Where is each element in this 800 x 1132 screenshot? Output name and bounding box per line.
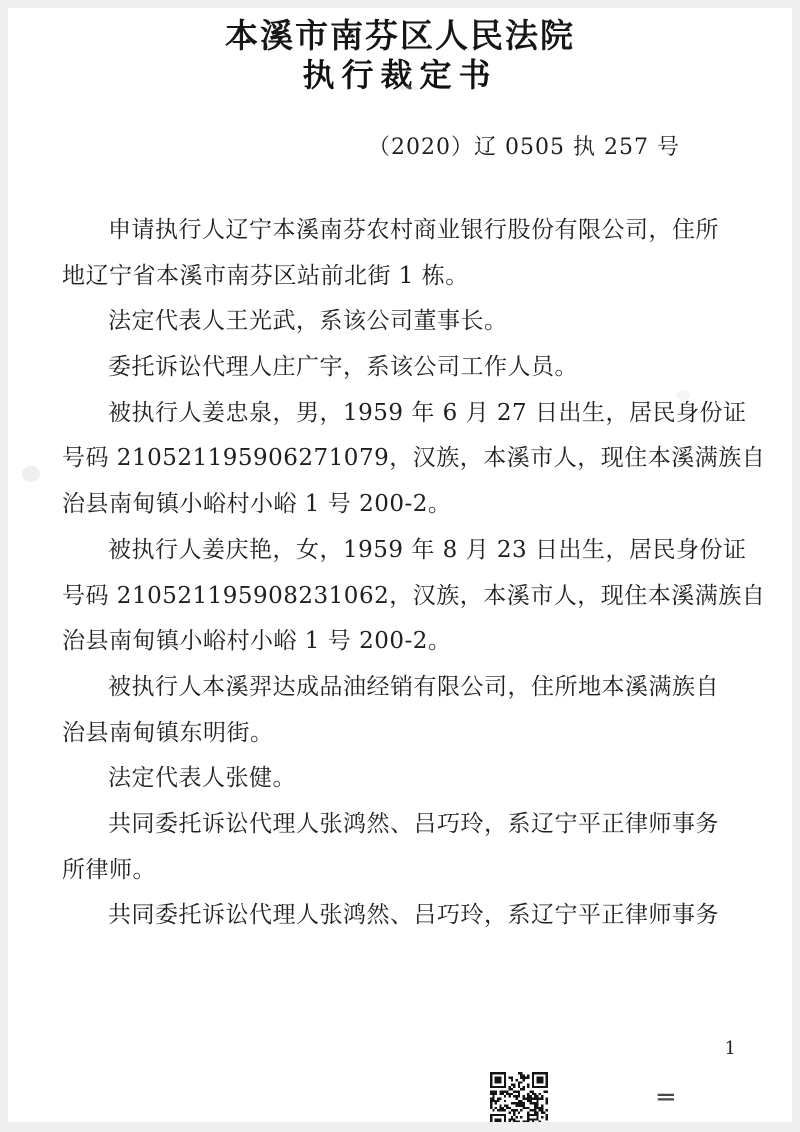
body-line: 地辽宁省本溪市南芬区站前北街 1 栋。 [62,262,469,289]
equals-mark: = [655,1085,677,1109]
body-line: 号码 210521195906271079，汉族，本溪市人，现住本溪满族自 [62,445,766,472]
court-name-title: 本溪市南芬区人民法院 [225,16,575,55]
body-line: 被执行人姜庆艳，女，1959 年 8 月 23 日出生，居民身份证 [108,536,747,563]
body-line: 被执行人本溪羿达成品油经销有限公司，住所地本溪满族自 [108,673,719,700]
body-line: 治县南甸镇东明街。 [62,719,274,746]
page-number: 1 [724,1038,736,1059]
body-line: 法定代表人张健。 [108,765,296,792]
qr-code-icon [490,1072,548,1122]
document-page [8,8,792,1122]
scan-artifact [400,86,416,90]
body-line: 治县南甸镇小峪村小峪 1 号 200-2。 [62,491,452,518]
body-line: 共同委托诉讼代理人张鸿然、吕巧玲，系辽宁平正律师事务 [108,810,719,837]
body-line: 申请执行人辽宁本溪南芬农村商业银行股份有限公司，住所 [108,217,719,243]
body-line: 共同委托诉讼代理人张鸿然、吕巧玲，系辽宁平正律师事务 [108,902,719,929]
body-line: 委托诉讼代理人庄广宇，系该公司工作人员。 [108,354,578,381]
body-line: 号码 210521195908231062，汉族，本溪市人，现住本溪满族自 [62,582,766,609]
body-line: 治县南甸镇小峪村小峪 1 号 200-2。 [62,628,452,655]
document-body [62,208,766,939]
body-line: 法定代表人王光武，系该公司董事长。 [108,308,508,335]
scan-artifact [676,390,690,400]
body-line: 所律师。 [62,856,156,883]
document-type-title: 执行裁定书 [302,56,498,94]
scan-artifact [22,466,40,482]
body-line: 被执行人姜忠泉，男，1959 年 6 月 27 日出生，居民身份证 [108,399,747,426]
case-number: （2020）辽 0505 执 257 号 [368,135,680,160]
